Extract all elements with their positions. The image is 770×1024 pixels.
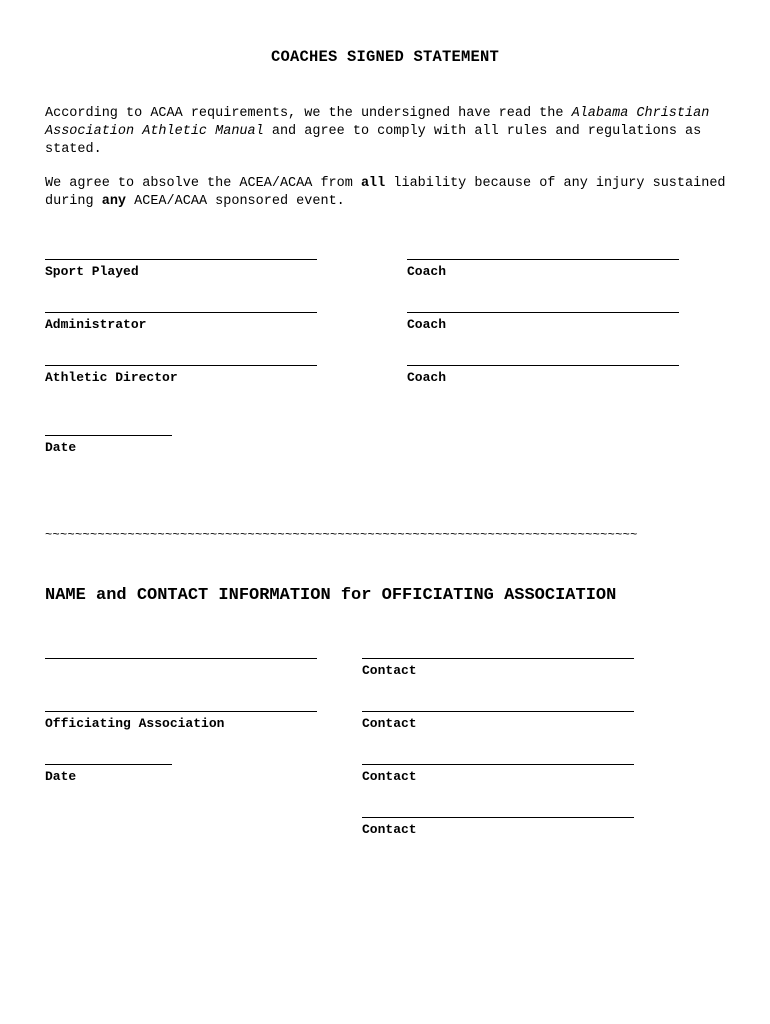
agreement-paragraph	[45, 105, 735, 159]
para2-text-c: ACEA/ACAA sponsored event.	[126, 194, 345, 209]
officiating-date-line[interactable]	[45, 764, 172, 765]
officiating-heading: NAME and CONTACT INFORMATION for OFFICIATING ASSOCIATION	[45, 586, 617, 605]
contact-label-4: Contact	[362, 822, 417, 837]
contact-line-3[interactable]	[362, 764, 634, 765]
para1-text-a: According to ACAA requirements, we the undersigned have read the	[45, 106, 572, 121]
athletic-director-label: Athletic Director	[45, 370, 178, 385]
contact-line-2[interactable]	[362, 711, 634, 712]
tilde-separator: ~~~~~~~~~~~~~~~~~~~~~~~~~~~~~~~~~~~~~~~~~~~~~~~~~~~~~~~~~~~~~~~~~~~~~~~~~~~~~~~	[45, 528, 638, 542]
coach-label-1: Coach	[407, 264, 447, 279]
coach-line-3[interactable]	[407, 365, 679, 366]
administrator-line[interactable]	[45, 312, 317, 313]
contact-line-4[interactable]	[362, 817, 634, 818]
athletic-director-line[interactable]	[45, 365, 317, 366]
para2-bold-all: all	[360, 176, 386, 191]
liability-paragraph	[45, 175, 735, 211]
contact-label-3: Contact	[362, 769, 417, 784]
sport-played-line[interactable]	[45, 259, 317, 260]
officiating-association-line[interactable]	[45, 711, 317, 712]
para1-text-b: and agree to comply with all rules and regulations as stated.	[45, 124, 702, 157]
para2-text-b: liability because of any injury sustained during	[45, 176, 726, 209]
coach-label-2: Coach	[407, 317, 447, 332]
contact-label-1: Contact	[362, 663, 417, 678]
contact-label-2: Contact	[362, 716, 417, 731]
coach-line-1[interactable]	[407, 259, 679, 260]
officiating-date-label: Date	[45, 769, 77, 784]
date-line[interactable]	[45, 435, 172, 436]
administrator-label: Administrator	[45, 317, 147, 332]
para2-text-a: We agree to absolve the ACEA/ACAA from	[45, 176, 361, 191]
manual-title: Alabama Christian Association Athletic Manual	[45, 106, 710, 139]
officiating-name-line[interactable]	[45, 658, 317, 659]
date-label: Date	[45, 440, 77, 455]
coach-line-2[interactable]	[407, 312, 679, 313]
para2-bold-any: any	[101, 194, 127, 209]
contact-line-1[interactable]	[362, 658, 634, 659]
sport-played-label: Sport Played	[45, 264, 139, 279]
page-title: COACHES SIGNED STATEMENT	[270, 48, 500, 66]
coach-label-3: Coach	[407, 370, 447, 385]
officiating-association-label: Officiating Association	[45, 716, 225, 731]
